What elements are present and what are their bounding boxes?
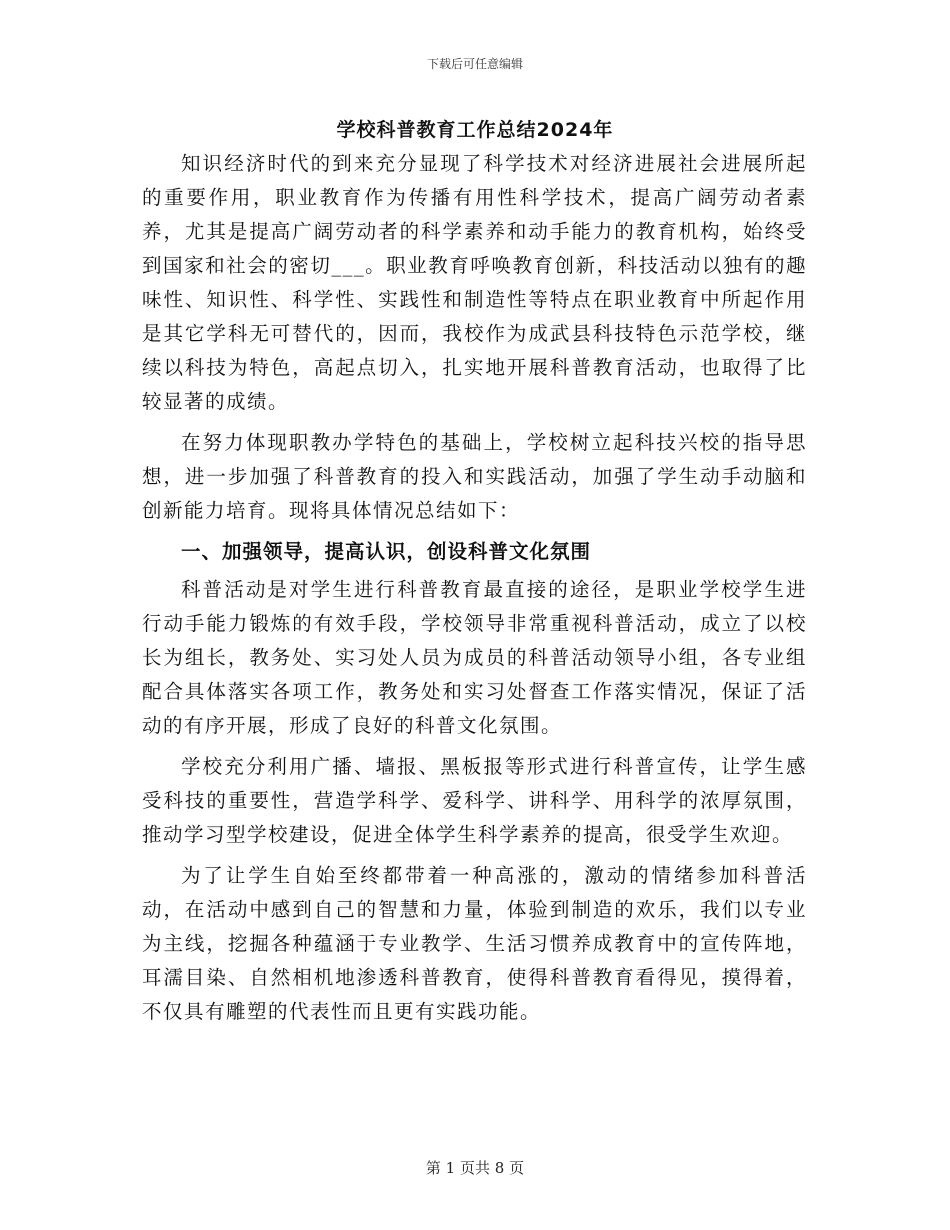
document-body <box>142 147 807 1036</box>
page-footer: 第 1 页共 8 页 <box>425 1159 525 1177</box>
document-title: 学校科普教育工作总结2024年 <box>336 119 614 141</box>
paragraph: 学校充分利用广播、墙报、黑板报等形式进行科普宣传，让学生感受科技的重要性，营造学科学、爱科学、讲科学、用科学的浓厚氛围，推动学习型学校建设，促进全体学生科学素养的提高，很受学生欢迎。 <box>142 755 807 846</box>
paragraph: 在努力体现职教办学特色的基础上，学校树立起科技兴校的指导思想，进一步加强了科普教育的投入和实践活动，加强了学生动手动脑和创新能力培育。现将具体情况总结如下： <box>142 431 807 522</box>
header-note: 下载后可任意编辑 <box>426 57 523 71</box>
paragraph: 为了让学生自始至终都带着一种高涨的，激动的情绪参加科普活动，在活动中感到自己的智慧和力量，体验到制造的欢乐，我们以专业为主线，挖掘各种蕴涵于专业教学、生活习惯养成教育中的宣传阵地，耳濡目染、自然相机地渗透科普教育，使得科普教育看得见，摸得着，不仅具有雕塑的代表性而且更有实践功能。 <box>142 864 807 1023</box>
paragraph: 科普活动是对学生进行科普教育最直接的途径，是职业学校学生进行动手能力锻炼的有效手段，学校领导非常重视科普活动，成立了以校长为组长，教务处、实习处人员为成员的科普活动领导小组，各专业组配合具体落实各项工作，教务处和实习处督查工作落实情况，保证了活动的有序开展，形成了良好的科普文化氛围。 <box>142 578 807 737</box>
section-heading: 一、加强领导，提高认识，创设科普文化氛围 <box>181 540 592 563</box>
paragraph: 知识经济时代的到来充分显现了科学技术对经济进展社会进展所起的重要作用，职业教育作为传播有用性科学技术，提高广阔劳动者素养，尤其是提高广阔劳动者的科学素养和动手能力的教育机构，始终受到国家和社会的密切___。职业教育呼唤教育创新，科技活动以独有的趣味性、知识性、科学性、实践性和制造性等特点在职业教育中所起作用是其它学科无可替代的，因而，我校作为成武县科技特色示范学校，继续以科技为特色，高起点切入，扎实地开展科普教育活动，也取得了比较显著的成绩。 <box>142 152 807 413</box>
